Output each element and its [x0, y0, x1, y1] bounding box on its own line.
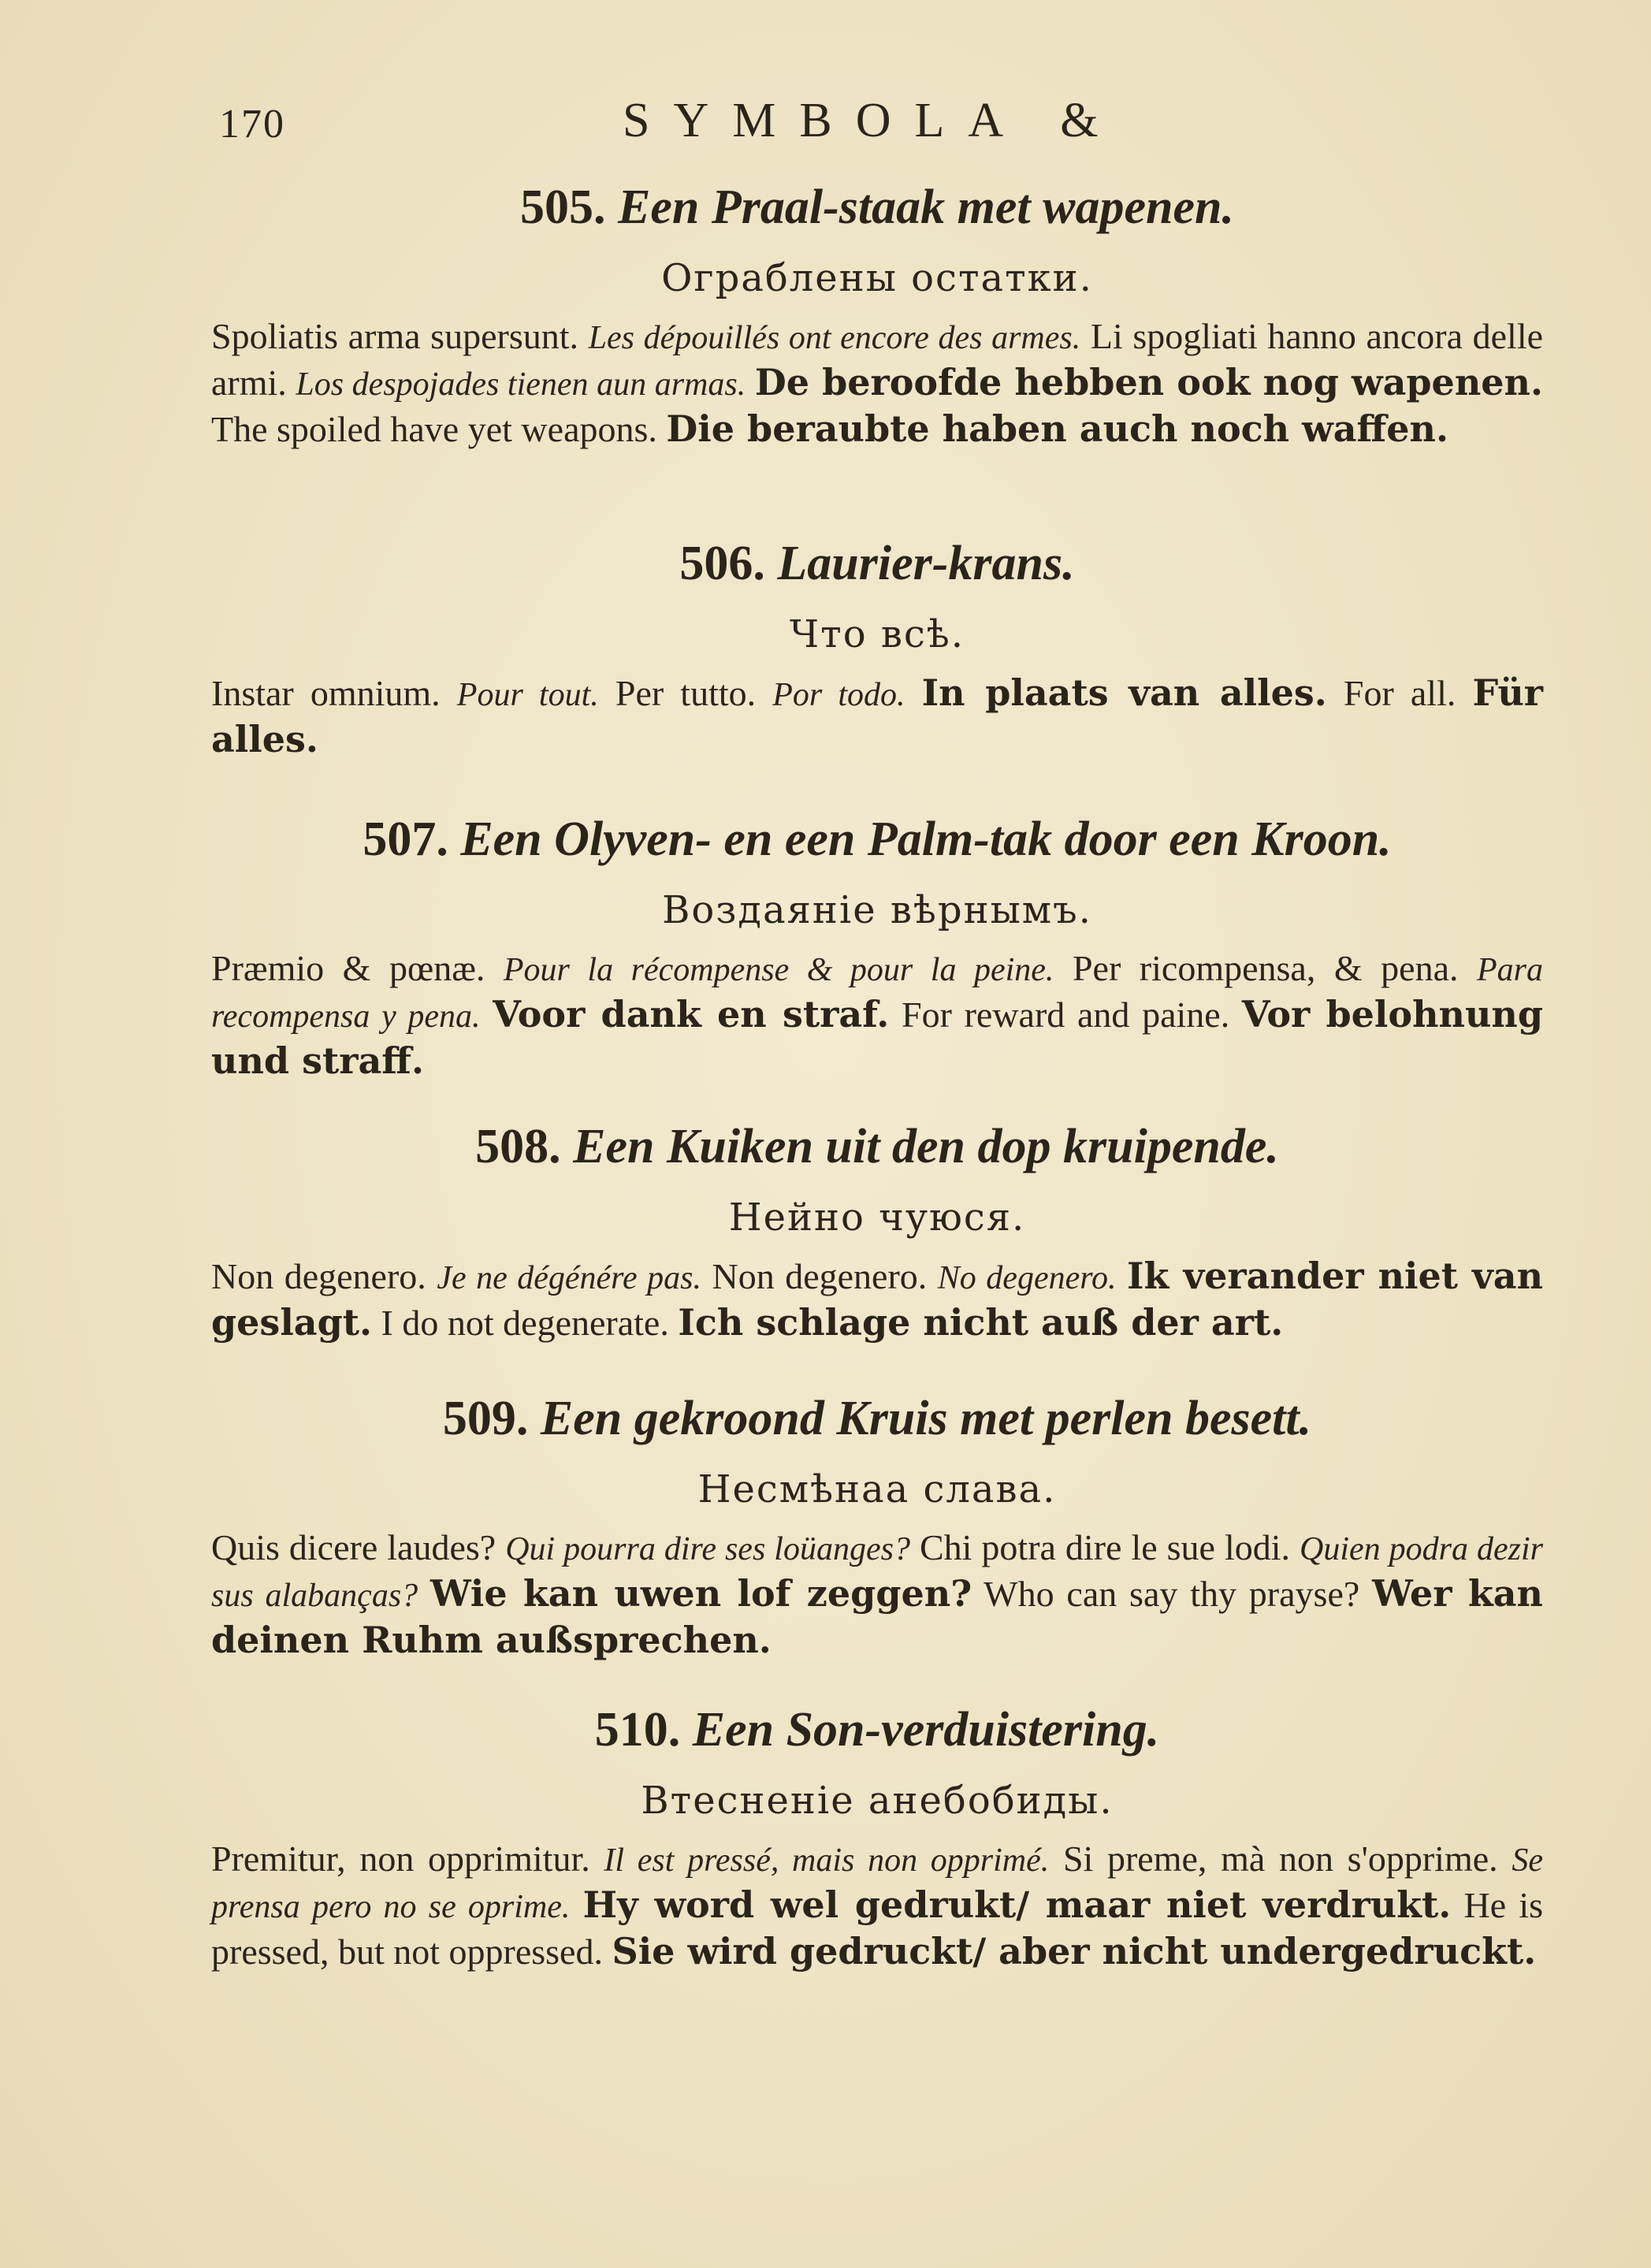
entry-title-text: Een gekroond Kruis met perlen besett. — [540, 1392, 1312, 1445]
latin-motto: Præmio & pœnæ. — [211, 948, 485, 989]
entry-507 — [211, 812, 1543, 1084]
entry-number: 508. — [475, 1120, 561, 1173]
italian-motto: Non degenero. — [712, 1256, 928, 1297]
slavonic-motto: Ограблены остатки. — [661, 256, 1093, 301]
latin-motto: Premitur, non opprimitur. — [211, 1839, 590, 1879]
english-motto: Who can say thy prayse? — [984, 1574, 1360, 1615]
spanish-motto: Los despojades tienen aun armas. — [296, 366, 746, 403]
slavonic-motto: Что всѣ. — [790, 612, 965, 657]
entry-title-text: Een Olyven- en een Palm-tak door een Kroon. — [460, 812, 1392, 866]
italian-motto: Chi potra dire le sue lodi. — [919, 1527, 1291, 1568]
motto-translations — [211, 1526, 1543, 1663]
italian-motto: Per tutto. — [615, 673, 757, 714]
entry-title — [211, 1391, 1543, 1447]
entry-number: 507. — [363, 812, 448, 866]
dutch-motto: De beroofde hebben ook nog wapenen. — [754, 361, 1543, 404]
entry-title — [211, 812, 1543, 868]
latin-motto: Instar omnium. — [211, 673, 441, 714]
spanish-motto: Quien podra dezir sus alabanças? — [211, 1531, 1543, 1615]
english-motto: I do not degenerate. — [381, 1303, 669, 1344]
motto-translations — [211, 946, 1543, 1084]
entry-title — [211, 536, 1543, 592]
german-motto: Für alles. — [211, 671, 1544, 761]
spanish-motto: No degenero. — [937, 1260, 1117, 1297]
latin-motto: Spoliatis arma supersunt. — [211, 316, 579, 357]
italian-motto: Si preme, mà non s'opprime. — [1062, 1839, 1498, 1879]
dutch-motto: In plaats van alles. — [921, 671, 1327, 715]
motto-translations — [211, 314, 1543, 452]
french-motto: Pour la récompense & pour la peine. — [503, 952, 1054, 989]
spanish-motto: Para recompensa y pena. — [211, 952, 1544, 1035]
entry-title — [211, 180, 1543, 236]
english-motto: He is pressed, but not oppressed. — [211, 1885, 1543, 1972]
slavonic-motto: Воздаяніе вѣрнымъ. — [662, 888, 1092, 933]
english-motto: The spoiled have yet weapons. — [211, 409, 657, 450]
french-motto: Les dépouillés ont encore des armes. — [588, 320, 1081, 357]
german-motto: Die beraubte haben auch noch waffen. — [666, 407, 1448, 451]
entry-number: 506. — [679, 537, 765, 590]
page-number: 170 — [219, 102, 285, 147]
latin-motto: Quis dicere laudes? — [211, 1527, 496, 1568]
entry-title — [211, 1702, 1543, 1758]
entry-title-text: Een Kuiken uit den dop kruipende. — [573, 1120, 1279, 1173]
entry-509 — [211, 1391, 1543, 1663]
running-title: SYMBOLA & — [623, 94, 1122, 147]
dutch-motto: Wie kan uwen lof zeggen? — [430, 1572, 972, 1615]
motto-translations — [211, 1837, 1543, 1974]
french-motto: Pour tout. — [456, 677, 599, 714]
entry-number: 505. — [520, 180, 606, 234]
latin-motto: Non degenero. — [211, 1256, 426, 1297]
entry-number: 510. — [594, 1703, 681, 1757]
english-motto: For all. — [1343, 673, 1456, 714]
motto-translations — [211, 1254, 1543, 1345]
german-motto: Sie wird gedruckt/ aber nicht undergedruckt. — [612, 1930, 1537, 1973]
slavonic-motto: Втесненіе анебобиды. — [641, 1779, 1114, 1824]
german-motto: Ich schlage nicht auß der art. — [678, 1301, 1284, 1344]
entry-506 — [211, 536, 1543, 762]
dutch-motto: Ik verander niet van geslagt. — [211, 1255, 1544, 1344]
entry-510 — [211, 1702, 1543, 1974]
italian-motto: Per ricompensa, & pena. — [1072, 948, 1459, 989]
entry-title-text: Een Son-verduistering. — [692, 1703, 1160, 1757]
entry-title — [211, 1119, 1543, 1175]
entry-title-text: Laurier-krans. — [777, 537, 1075, 590]
french-motto: Je ne dégénére pas. — [437, 1260, 701, 1297]
spanish-motto: Se prensa pero no se oprime. — [211, 1842, 1544, 1926]
entry-508 — [211, 1119, 1543, 1345]
french-motto: Il est pressé, mais non opprimé. — [604, 1842, 1050, 1879]
spanish-motto: Por todo. — [772, 677, 905, 714]
german-motto: Wer kan deinen Ruhm außsprechen. — [211, 1572, 1543, 1662]
dutch-motto: Voor dank en straf. — [493, 993, 890, 1036]
slavonic-motto: Нейно чуюся. — [728, 1195, 1026, 1240]
slavonic-motto: Несмѣнаа слава. — [697, 1467, 1057, 1512]
french-motto: Qui pourra dire ses loüanges? — [505, 1531, 910, 1568]
entry-number: 509. — [442, 1392, 529, 1445]
english-motto: For reward and paine. — [902, 995, 1230, 1035]
dutch-motto: Hy word wel gedrukt/ maar niet verdrukt. — [582, 1883, 1452, 1927]
german-motto: Vor belohnung und straff. — [211, 993, 1544, 1083]
entry-505 — [211, 180, 1543, 452]
italian-motto: Li spogliati hanno ancora delle armi. — [211, 316, 1544, 403]
entry-title-text: Een Praal-staak met wapenen. — [618, 180, 1234, 234]
motto-translations — [211, 671, 1543, 762]
